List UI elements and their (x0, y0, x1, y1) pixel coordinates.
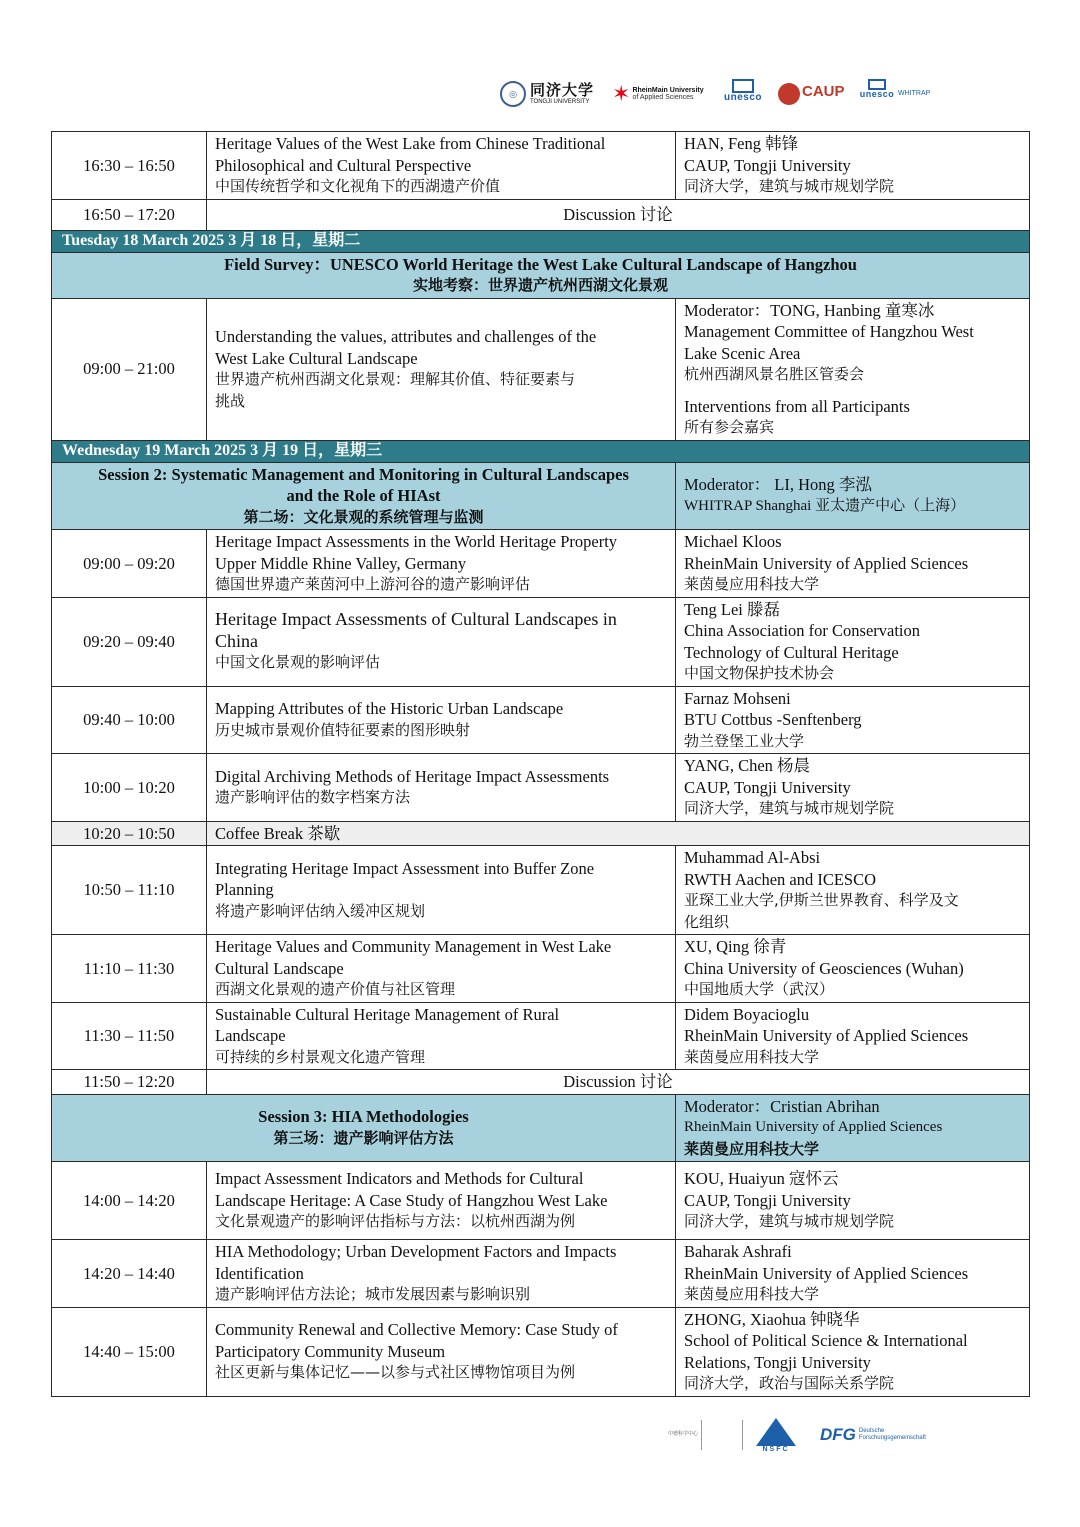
agenda-row (52, 1307, 1030, 1396)
time-cell: 10:50 – 11:10 (52, 846, 207, 935)
speaker-org-zh: 莱茵曼应用科技大学 (684, 1047, 820, 1066)
time-cell: 10:20 – 10:50 (52, 821, 207, 846)
whitrap-logo (898, 74, 930, 114)
title-line: China (215, 630, 258, 651)
speaker-name: Muhammad Al-Absi (684, 848, 821, 867)
speaker-cell (676, 1002, 1030, 1070)
discussion-cell: Discussion 讨论 (207, 1070, 1030, 1095)
break-row (52, 821, 1030, 846)
time-cell: 11:10 – 11:30 (52, 935, 207, 1003)
title-line: Planning (215, 880, 274, 900)
time-cell: 09:00 – 21:00 (52, 298, 207, 440)
session-banner (52, 252, 1030, 298)
agenda-row (52, 1002, 1030, 1070)
moderator-cell (676, 1094, 1030, 1162)
speaker-org-zh: 同济大学，建筑与城市规划学院 (684, 177, 895, 195)
title-line-zh: 遗产影响评估方法论；城市发展因素与影响识别 (215, 1285, 531, 1303)
speaker-cell (676, 298, 1030, 440)
nsfc-logo (756, 1410, 796, 1460)
session-title-cell (52, 1094, 676, 1162)
agenda-row (52, 1240, 1030, 1308)
speaker-org-zh: 亚琛工业大学,伊斯兰世界教育、科学及文 (684, 891, 959, 909)
title-line-zh: 可持续的乡村景观文化遗产管理 (215, 1047, 426, 1066)
session-title-cell (52, 252, 1030, 298)
sino-german-emblem-icon (701, 1420, 743, 1450)
title-cell (207, 298, 676, 440)
title-line: Landscape Heritage: A Case Study of Hangzhou West Lake (215, 1190, 608, 1210)
title-line-zh: 中国传统哲学和文化视角下的西湖遗产价值 (215, 177, 501, 195)
title-line: Heritage Impact Assessments of Cultural Landscapes in (215, 609, 617, 630)
sino-german-center-logo (668, 1410, 746, 1460)
time-cell: 14:20 – 14:40 (52, 1240, 207, 1308)
dfg-sub-line-1: Deutsche (858, 1428, 885, 1435)
nsfc-word: NSFC (762, 1445, 790, 1453)
tongji-logo (500, 74, 594, 114)
unesco-temple-icon (732, 79, 754, 93)
time-cell: 11:50 – 12:20 (52, 1070, 207, 1095)
speaker-org-zh: 莱茵曼应用科技大学 (684, 575, 820, 593)
title-line-zh: 将遗产影响评估纳入缓冲区规划 (215, 901, 426, 920)
speaker-cell (676, 754, 1030, 822)
title-line-zh: 文化景观遗产的影响评估指标与方法：以杭州西湖为例 (215, 1212, 576, 1231)
session-title-cell (52, 462, 676, 530)
session-title-en: Field Survey：UNESCO World Heritage the West Lake Cultural Landscape of Hangzhou (224, 254, 857, 274)
speaker-org: CAUP, Tongji University (684, 777, 851, 797)
tongji-name-cn: 同济大学 (530, 80, 595, 99)
speaker-name: Farnaz Mohseni (684, 688, 791, 708)
moderator-org: WHITRAP Shanghai 亚太遗产中心（上海） (684, 497, 966, 514)
time-cell: 09:20 – 09:40 (52, 597, 207, 686)
speaker-cell (676, 935, 1030, 1003)
speaker-org-zh: 同济大学，政治与国际关系学院 (684, 1374, 895, 1392)
title-line: Impact Assessment Indicators and Methods for Cultural (215, 1169, 584, 1189)
break-cell (207, 821, 1030, 846)
moderator-org-zh: 莱茵曼应用科技大学 (684, 1139, 820, 1158)
agenda-row (52, 754, 1030, 822)
dfg-logo (820, 1410, 926, 1460)
speaker-cell (676, 132, 1030, 200)
speaker-org: BTU Cottbus -Senftenberg (684, 710, 862, 729)
session-title-en: Session 3: HIA Methodologies (258, 1107, 469, 1127)
speaker-org-zh: 杭州西湖风景名胜区管委会 (684, 365, 865, 383)
title-line: Integrating Heritage Impact Assessment into Buffer Zone (215, 858, 595, 878)
time-cell: 14:00 – 14:20 (52, 1162, 207, 1240)
time-cell: 16:50 – 17:20 (52, 199, 207, 230)
day-label: Tuesday 18 March 2025 3 月 18 日，星期二 (52, 230, 1030, 252)
title-line: Heritage Values of the West Lake from Chinese Traditional (215, 134, 606, 153)
agenda-row (52, 846, 1030, 935)
speaker-name: Baharak Ashrafi (684, 1242, 792, 1261)
title-cell (207, 132, 676, 200)
discussion-row (52, 199, 1030, 230)
title-line: Heritage Values and Community Management in West Lake (215, 937, 612, 956)
rheinmain-star-icon: ✶ (612, 81, 631, 107)
speaker-org-zh: 莱茵曼应用科技大学 (684, 1285, 820, 1303)
agenda-row (52, 935, 1030, 1003)
title-line: Cultural Landscape (215, 958, 344, 978)
speaker-name: Didem Boyacioglu (684, 1004, 810, 1024)
speaker-name: YANG, Chen 杨晨 (684, 756, 811, 775)
tongji-seal-icon: ◎ (500, 81, 526, 107)
title-line: Heritage Impact Assessments in the World Heritage Property (215, 532, 618, 551)
session-title-zh: 第三场：遗产影响评估方法 (273, 1128, 454, 1147)
rheinmain-logo (612, 74, 704, 114)
title-line-zh: 社区更新与集体记忆——以参与式社区博物馆项目为例 (215, 1363, 576, 1382)
speaker-org: CAUP, Tongji University (684, 1190, 851, 1210)
title-line-zh: 中国文化景观的影响评估 (215, 653, 381, 672)
speaker-org: School of Political Science & International (684, 1331, 968, 1350)
speaker-org: RWTH Aachen and ICESCO (684, 869, 877, 889)
title-line: West Lake Cultural Landscape (215, 348, 418, 368)
title-line: Participatory Community Museum (215, 1341, 446, 1361)
title-line: Community Renewal and Collective Memory: Case Study of (215, 1320, 618, 1340)
title-line: Understanding the values, attributes and challenges of the (215, 327, 597, 346)
caup-word: CAUP (802, 82, 845, 100)
title-line-zh: 德国世界遗产莱茵河中上游河谷的遗产影响评估 (215, 575, 531, 593)
title-line-zh: 历史城市景观价值特征要素的图形映射 (215, 720, 471, 739)
title-line: Philosophical and Cultural Perspective (215, 155, 472, 175)
dfg-sub-line-2: Forschungsgemeinschaft (858, 1435, 926, 1441)
break-label: Coffee Break 茶歇 (215, 823, 341, 843)
title-line-zh: 西湖文化景观的遗产价值与社区管理 (215, 980, 456, 998)
title-cell (207, 1240, 676, 1308)
session-banner (52, 1094, 1030, 1162)
speaker-cell (676, 1240, 1030, 1308)
title-cell (207, 846, 676, 935)
speaker-org-zh: 中国文物保护技术协会 (684, 664, 835, 682)
caup-emblem-icon (778, 83, 800, 105)
speaker-org: RheinMain University of Applied Sciences (684, 553, 969, 573)
session-banner (52, 462, 1030, 530)
speaker-org: CAUP, Tongji University (684, 155, 851, 175)
whitrap-word: WHITRAP (898, 90, 931, 98)
dfg-word: DFG (820, 1425, 856, 1444)
unesco-logo-1 (718, 74, 768, 114)
moderator-name: Moderator：TONG, Hanbing 童寒冰 (684, 300, 935, 320)
discussion-row (52, 1070, 1030, 1095)
title-cell (207, 530, 676, 598)
speaker-name: XU, Qing 徐青 (684, 937, 787, 956)
time-cell: 14:40 – 15:00 (52, 1307, 207, 1396)
time-cell: 09:40 – 10:00 (52, 686, 207, 754)
title-cell (207, 754, 676, 822)
speaker-org-zh: 化组织 (684, 912, 730, 931)
speaker-cell (676, 1162, 1030, 1240)
speaker-org-zh: 同济大学，建筑与城市规划学院 (684, 1212, 895, 1231)
session-title-en: and the Role of HIAst (286, 486, 441, 505)
speaker-cell (676, 530, 1030, 598)
time-cell: 11:30 – 11:50 (52, 1002, 207, 1070)
day-banner (52, 440, 1030, 462)
agenda-row (52, 597, 1030, 686)
speaker-name: ZHONG, Xiaohua 钟晓华 (684, 1309, 860, 1329)
title-line-zh: 遗产影响评估的数字档案方法 (215, 788, 411, 807)
speaker-cell (676, 1307, 1030, 1396)
time-cell: 09:00 – 09:20 (52, 530, 207, 598)
speaker-name: Michael Kloos (684, 532, 782, 551)
title-line: Sustainable Cultural Heritage Management of Rural (215, 1004, 560, 1024)
speaker-cell (676, 846, 1030, 935)
rheinmain-line-1: RheinMain University (632, 86, 704, 94)
title-line-zh: 世界遗产杭州西湖文化景观：理解其价值、特征要素与 (215, 370, 576, 388)
speaker-org: China Association for Conservation (684, 621, 921, 640)
agenda-row (52, 1162, 1030, 1240)
day-label: Wednesday 19 March 2025 3 月 19 日，星期三 (52, 440, 1030, 462)
title-line: Mapping Attributes of the Historic Urban Landscape (215, 699, 564, 719)
agenda-table (51, 131, 1030, 1397)
discussion-cell: Discussion 讨论 (207, 199, 1030, 230)
speaker-org: China University of Geosciences (Wuhan) (684, 958, 964, 978)
unesco-logo-2 (852, 74, 902, 114)
speaker-org-zh: 同济大学，建筑与城市规划学院 (684, 799, 895, 817)
title-cell (207, 1002, 676, 1070)
title-cell (207, 597, 676, 686)
agenda-row (52, 132, 1030, 200)
agenda-row (52, 530, 1030, 598)
speaker-org: Management Committee of Hangzhou West (684, 322, 974, 341)
title-line: Upper Middle Rhine Valley, Germany (215, 553, 467, 573)
time-cell: 10:00 – 10:20 (52, 754, 207, 822)
title-line: HIA Methodology; Urban Development Factors and Impacts (215, 1242, 617, 1261)
agenda-row (52, 686, 1030, 754)
speaker-org: RheinMain University of Applied Sciences (684, 1026, 969, 1045)
speaker-org-zh: 中国地质大学（武汉） (684, 980, 835, 998)
title-cell (207, 935, 676, 1003)
speaker-name: HAN, Feng 韩锋 (684, 134, 799, 153)
unesco-word-2: unesco (859, 89, 895, 99)
speaker-name: Teng Lei 滕磊 (684, 599, 780, 619)
title-line: Landscape (215, 1026, 286, 1045)
caup-logo (778, 74, 845, 114)
moderator-name: Moderator： LI, Hong 李泓 (684, 475, 872, 495)
moderator-cell (676, 462, 1030, 530)
day-banner (52, 230, 1030, 252)
rheinmain-line-2: of Applied Sciences (632, 94, 694, 101)
speaker-org: Technology of Cultural Heritage (684, 642, 899, 662)
title-cell (207, 1307, 676, 1396)
title-line-zh: 挑战 (215, 391, 246, 410)
nsfc-triangle-icon (756, 1418, 796, 1446)
session-title-zh: 实地考察：世界遗产杭州西湖文化景观 (412, 276, 668, 294)
title-cell (207, 1162, 676, 1240)
header-logos (496, 74, 946, 114)
speaker-org: Relations, Tongji University (684, 1352, 871, 1372)
title-line: Identification (215, 1263, 304, 1283)
unesco-word-1: unesco (723, 92, 762, 103)
time-cell: 16:30 – 16:50 (52, 132, 207, 200)
speaker-org: Lake Scenic Area (684, 343, 801, 363)
speaker-name: KOU, Huaiyun 寇怀云 (684, 1169, 839, 1189)
speaker-org: RheinMain University of Applied Sciences (684, 1263, 969, 1283)
moderator-org: RheinMain University of Applied Sciences (684, 1119, 943, 1135)
speaker-cell (676, 597, 1030, 686)
moderator-name: Moderator：Cristian Abrihan (684, 1096, 880, 1116)
footer-logos (668, 1410, 948, 1460)
title-line: Digital Archiving Methods of Heritage Impact Assessments (215, 766, 610, 786)
interventions-label-zh: 所有参会嘉宾 (684, 418, 775, 436)
tongji-name-en: TONGJI UNIVERSITY (530, 98, 590, 105)
speaker-cell (676, 686, 1030, 754)
sino-german-name-cn: 中德科学中心 (668, 1431, 699, 1438)
interventions-label: Interventions from all Participants (684, 396, 910, 416)
session-title-zh: 第二场：文化景观的系统管理与监测 (243, 507, 484, 526)
agenda-row (52, 298, 1030, 440)
session-title-en: Session 2: Systematic Management and Monitoring in Cultural Landscapes (98, 464, 629, 484)
speaker-org-zh: 勃兰登堡工业大学 (684, 731, 805, 750)
title-cell (207, 686, 676, 754)
